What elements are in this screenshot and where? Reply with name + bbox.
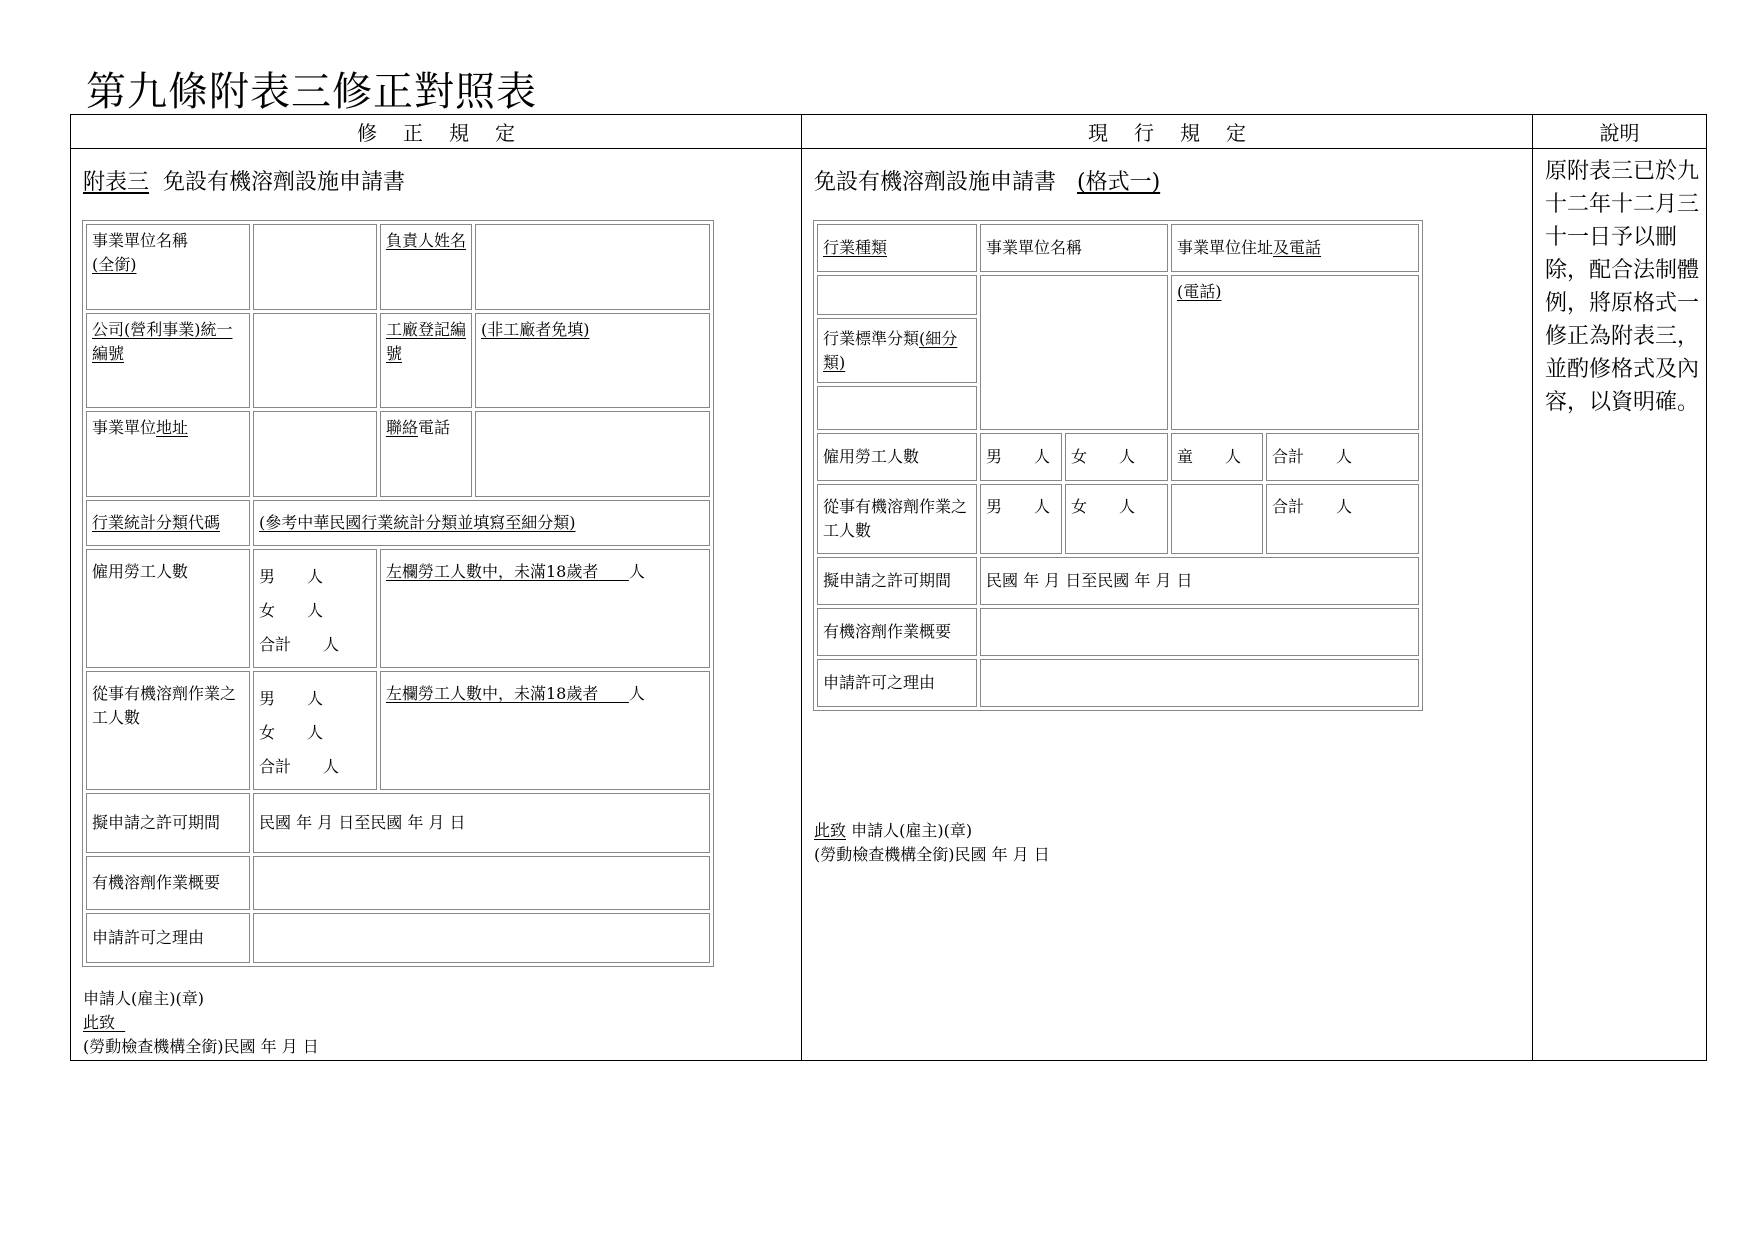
period-value: 民國 年 月 日至民國 年 月 日	[253, 793, 710, 853]
reason-label: 申請許可之理由	[86, 913, 250, 963]
summary-label: 有機溶劑作業概要	[86, 856, 250, 910]
current-signature: 此致 申請人(雇主)(章) (勞動檢查機構全銜)民國 年 月 日	[814, 821, 1050, 864]
phone-label: 聯絡電話	[380, 411, 472, 497]
current-summary-label: 有機溶劑作業概要	[817, 608, 977, 656]
current-reason-value	[980, 659, 1419, 707]
current-female: 女 人	[1065, 433, 1168, 481]
header-current: 現行規定	[802, 115, 1533, 149]
header-note: 說明	[1533, 115, 1707, 149]
content-row	[71, 149, 1707, 1061]
factory-value: (非工廠者免填)	[475, 313, 710, 408]
reason-value	[253, 913, 710, 963]
current-solvent-blank	[1171, 484, 1263, 554]
workers-label: 僱用勞工人數	[86, 549, 250, 668]
uid-label: 公司(營利事業)統一編號	[86, 313, 250, 408]
note-cell	[1533, 149, 1707, 1061]
owner-value	[475, 224, 710, 310]
std-class-label: 行業標準分類(細分類)	[817, 318, 977, 383]
current-workers-label: 僱用勞工人數	[817, 433, 977, 481]
revised-signature: 申請人(雇主)(章) 此致 (勞動檢查機構全銜)民國 年 月 日	[83, 989, 319, 1056]
workers-counts: 男 人 女 人 合計 人	[253, 549, 377, 668]
page-title: 第九條附表三修正對照表	[86, 69, 537, 115]
solvent-workers-minor: 左欄勞工人數中，未滿18歲者 人	[380, 671, 710, 790]
current-address-label: 事業單位住址及電話	[1171, 224, 1419, 272]
comparison-table	[70, 114, 1707, 1061]
current-form	[813, 220, 1423, 711]
header-revised: 修正規定	[71, 115, 802, 149]
summary-value	[253, 856, 710, 910]
note-text: 原附表三已於九十二年十二月三十一日予以刪除，配合法制體例，將原格式一修正為附表三，並酌修格式及內容，以資明確。	[1545, 159, 1700, 415]
current-summary-value	[980, 608, 1419, 656]
revised-cell	[71, 149, 802, 1061]
current-name-label: 事業單位名稱	[980, 224, 1168, 272]
revised-form	[82, 220, 714, 967]
current-solvent-female: 女 人	[1065, 484, 1168, 554]
workers-minor: 左欄勞工人數中，未滿18歲者 人	[380, 549, 710, 668]
current-solvent-label: 從事有機溶劑作業之工人數	[817, 484, 977, 554]
solvent-workers-label: 從事有機溶劑作業之工人數	[86, 671, 250, 790]
name-value	[253, 224, 377, 310]
industry-value: (參考中華民國行業統計分類並填寫至細分類)	[253, 500, 710, 546]
current-form-title: 免設有機溶劑設施申請書 (格式一)	[814, 170, 1161, 195]
current-child: 童 人	[1171, 433, 1263, 481]
current-cell	[802, 149, 1533, 1061]
industry-label: 行業統計分類代碼	[86, 500, 250, 546]
solvent-workers-counts: 男 人 女 人 合計 人	[253, 671, 377, 790]
name-label: 事業單位名稱 (全銜)	[86, 224, 250, 310]
current-name-value	[980, 275, 1168, 430]
std-class-value	[817, 386, 977, 430]
phone-value	[475, 411, 710, 497]
current-solvent-total: 合計 人	[1266, 484, 1419, 554]
current-period-value: 民國 年 月 日至民國 年 月 日	[980, 557, 1419, 605]
current-total: 合計 人	[1266, 433, 1419, 481]
address-label: 事業單位地址	[86, 411, 250, 497]
address-value	[253, 411, 377, 497]
current-male: 男 人	[980, 433, 1062, 481]
factory-label: 工廠登記編號	[380, 313, 472, 408]
current-address-value: (電話)	[1171, 275, 1419, 430]
industry-type-label: 行業種類	[817, 224, 977, 272]
owner-label: 負責人姓名	[380, 224, 472, 310]
current-period-label: 擬申請之許可期間	[817, 557, 977, 605]
industry-type-value	[817, 275, 977, 315]
uid-value	[253, 313, 377, 408]
header-row	[71, 115, 1707, 149]
revised-form-title: 附表三 免設有機溶劑設施申請書	[83, 170, 406, 195]
current-solvent-male: 男 人	[980, 484, 1062, 554]
period-label: 擬申請之許可期間	[86, 793, 250, 853]
current-reason-label: 申請許可之理由	[817, 659, 977, 707]
